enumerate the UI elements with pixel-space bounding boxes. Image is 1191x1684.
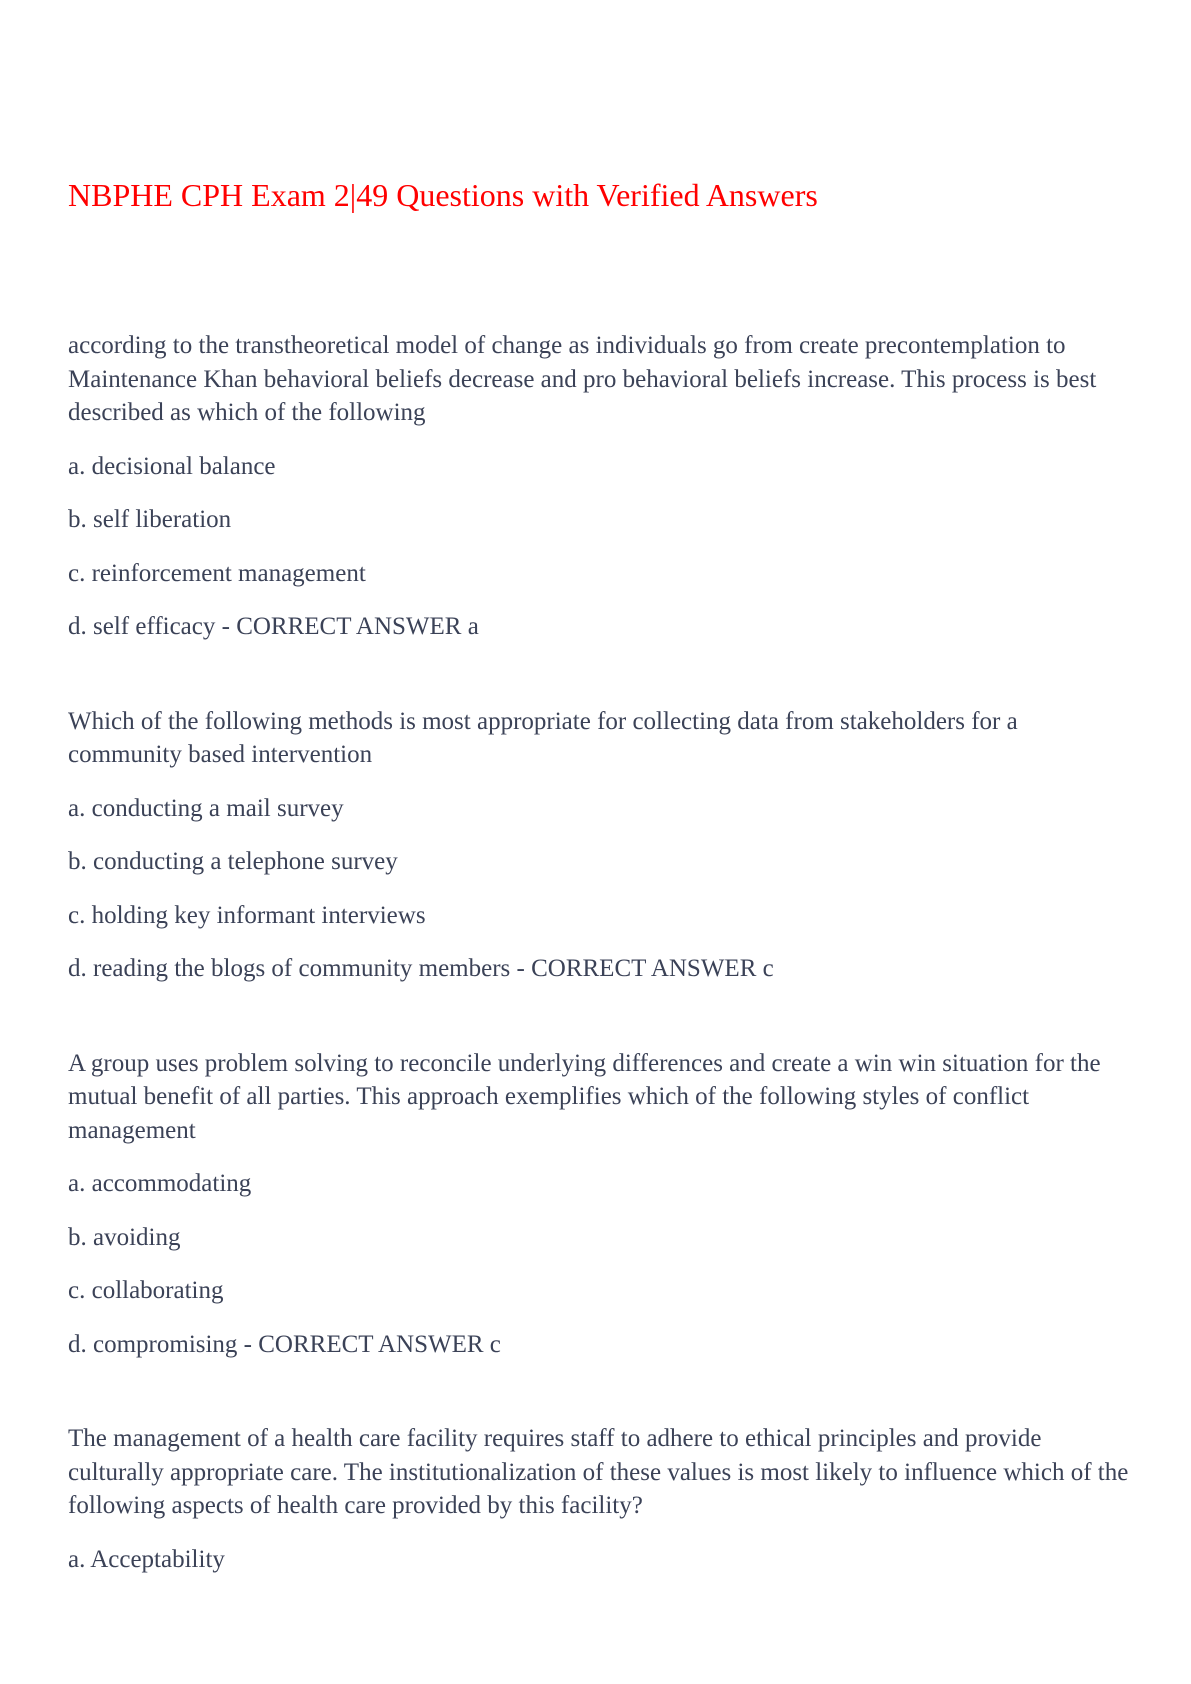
answer-option-b: b. avoiding [68, 1223, 181, 1251]
answer-option-a: a. decisional balance [68, 452, 276, 480]
question-text: A group uses problem solving to reconcile underlying differences and create a win win situation for the mutual benefit of all parties. This approach exemplifies which of the following styles of conflict management [68, 1049, 1101, 1144]
document-title: NBPHE CPH Exam 2|49 Questions with Verified Answers [68, 177, 818, 213]
answer-option-d-with-correct-answer: d. reading the blogs of community members - CORRECT ANSWER c [68, 955, 774, 982]
answer-option-b: b. conducting a telephone survey [68, 848, 398, 875]
question-text: Which of the following methods is most appropriate for collecting data from stakeholders for a community based intervention [68, 707, 1018, 768]
question-1 [68, 329, 1131, 644]
answer-option-b: b. self liberation [68, 506, 232, 533]
question-list [68, 329, 1131, 1637]
question-text: The management of a health care facility requires staff to adhere to ethical principles and provide culturally appropriate care. The institutionalization of these values is most likely to influence which of the following aspects of health care provided by this facility? [68, 1425, 1129, 1519]
answer-option-c: c. holding key informant interviews [68, 901, 426, 929]
question-4 [68, 1422, 1131, 1576]
question-2 [68, 705, 1131, 986]
question-text: according to the transtheoretical model of change as individuals go from create precontemplation to Maintenance Khan behavioral beliefs decrease and pro behavioral beliefs increase. This process is best described as which of the following [68, 332, 1097, 426]
answer-option-d-with-correct-answer: d. self efficacy - CORRECT ANSWER a [68, 613, 479, 640]
answer-option-c: c. collaborating [68, 1277, 224, 1304]
answer-option-d-with-correct-answer: d. compromising - CORRECT ANSWER c [68, 1330, 501, 1358]
answer-option-a: a. conducting a mail survey [68, 794, 344, 822]
answer-option-c: c. reinforcement management [68, 559, 366, 587]
question-3 [68, 1047, 1131, 1362]
answer-option-a: a. accommodating [68, 1170, 252, 1197]
answer-option-a: a. Acceptability [68, 1545, 225, 1573]
